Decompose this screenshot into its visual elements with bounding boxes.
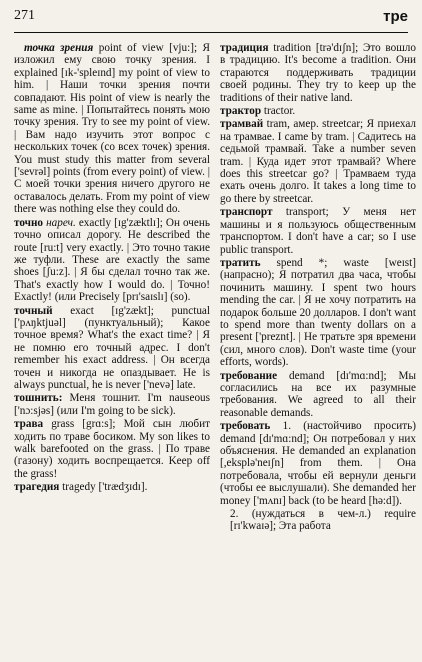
entry — [220, 206, 416, 256]
entry-text: 2. (нуждаться в чем-л.) require [rɪ'kwaɪə]; Эта работа — [230, 508, 416, 533]
entry-text: transport; У меня нет машины и я пользуюсь общественным транспортом. I don't have a car; so I use public transport. — [220, 206, 416, 256]
entry — [14, 42, 210, 216]
entry — [220, 257, 416, 369]
entry-text: spend *; waste [weɪst] (напрасно); Я потратил два часа, чтобы починить машину. I spent two hours mending the car. | Я не хочу потратить на подарок больше 20 долларов. I don't want to spend more than twenty dollars on a present ['preznt]. | Не тратьте зря времени (сил, много слов). Don't waste time (your efforts, words). — [220, 256, 416, 369]
left-column — [14, 42, 210, 656]
entry-text: tradition [trə'dɪʃn]; Это вошло в традицию. It's become a tradition. Они стараются поддерживать традиции своей родины. They try to keep up the traditions of their native land. — [220, 42, 416, 104]
entry — [14, 418, 210, 480]
entry-text: tram, амер. streetcar; Я приехал на трамвае. I came by tram. | Садитесь на седьмой трамвай. Take a number seven tram. | Куда идет этот трамвай? Where does this streetcar go? | Трамваем туда ехать очень долго. It takes a long time to go there by streetcar. — [220, 118, 416, 205]
headword: трамвай — [220, 118, 264, 131]
entry — [14, 481, 210, 493]
grammar-label: нареч. — [43, 216, 76, 229]
entry — [220, 105, 416, 117]
right-column — [220, 42, 416, 656]
entry — [14, 217, 210, 304]
entry — [14, 392, 210, 417]
headword: точно — [14, 216, 44, 229]
page-number: 271 — [14, 8, 35, 23]
headword: трава — [14, 418, 44, 431]
headword: точка зрения — [24, 42, 94, 54]
entry — [220, 370, 416, 420]
headword: трактор — [220, 105, 262, 118]
page-header — [14, 8, 408, 30]
header-rule — [14, 32, 408, 33]
entry — [220, 420, 416, 507]
entry — [14, 305, 210, 392]
headword: традиция — [220, 42, 269, 54]
entry-text: demand [dɪ'mɑ:nd]; Мы согласились на все их разумные требования. We agreed to all their reasonable demands. — [220, 369, 416, 419]
headword: тошнить: — [14, 392, 63, 405]
entry-sense — [220, 508, 416, 533]
entry-text: point of view [vju:]; Я изложил ему свою точку зрения. I explained [ɪk-'spleɪnd] my point of view to him. | Наши точки зрения почти совпадают. His point of view is nearly the same as mine. | Попытайтесь понять мою точку зрения. Try to see my point of view. | Вам надо изучить этот вопрос с нескольких точек (со всех точек) зрения. You must study this matter from several ['sevrəl] points (from every point) of view. | С моей точки зрения ничего другого не оставалось делать. From my point of view there was nothing else they could do. — [14, 42, 210, 216]
entry-text: exact [ɪg'zækt]; punctual ['pʌŋktjuəl] (пунктуальный); Какое точное время? What's the exact time? | Я не помню его точный адрес. I don't remember his exact address. | Он всегда точен и никогда не опаздывает. He is always punctual, he is never ['nevə] late. — [14, 304, 210, 391]
headword: транспорт — [220, 206, 273, 219]
headword: тратить — [220, 256, 261, 269]
headword: трагедия — [14, 481, 60, 494]
entry-text: tragedy ['trædʒɪdɪ]. — [59, 481, 148, 494]
running-head: тре — [383, 8, 408, 25]
entry-text: tractor. — [261, 105, 296, 118]
entry-text: grass [grɑ:s]; Мой сын любит ходить по траве босиком. My son likes to walk barefooted on the grass. | По траве (газону) ходить воспрещается. Keep off the grass! — [14, 418, 210, 480]
headword: требовать — [220, 420, 271, 433]
entry-text: exactly [ɪg'zæktlɪ]; Он очень точно описал дорогу. He described the route [ru:t] very exactly. | Это точно такие же туфли. These are exactly the same shoes [ʃu:z]. | Я бы сделал точно так же. That's exactly how I would do. | Точно! Exactly! (или Precisely [prɪ'saɪslɪ] (so). — [14, 216, 210, 304]
entry-text: Меня тошнит. I'm nauseous ['nɔ:sjəs] (или I'm going to be sick). — [14, 392, 210, 417]
entry — [220, 118, 416, 205]
headword: точный — [14, 304, 53, 317]
entry — [220, 42, 416, 104]
entry-text: 1. (настойчиво просить) demand [dɪ'mɑ:nd]; Он потребовал у них объяснения. He demanded an explanation [,eksplə'neɪʃn] from them. | Она потребовала, чтобы ей вернули деньги (чтобы ее выслушали). She demanded her money ['mʌnɪ] back (to be heard [hə:d]). — [220, 420, 416, 507]
headword: требование — [220, 369, 278, 382]
